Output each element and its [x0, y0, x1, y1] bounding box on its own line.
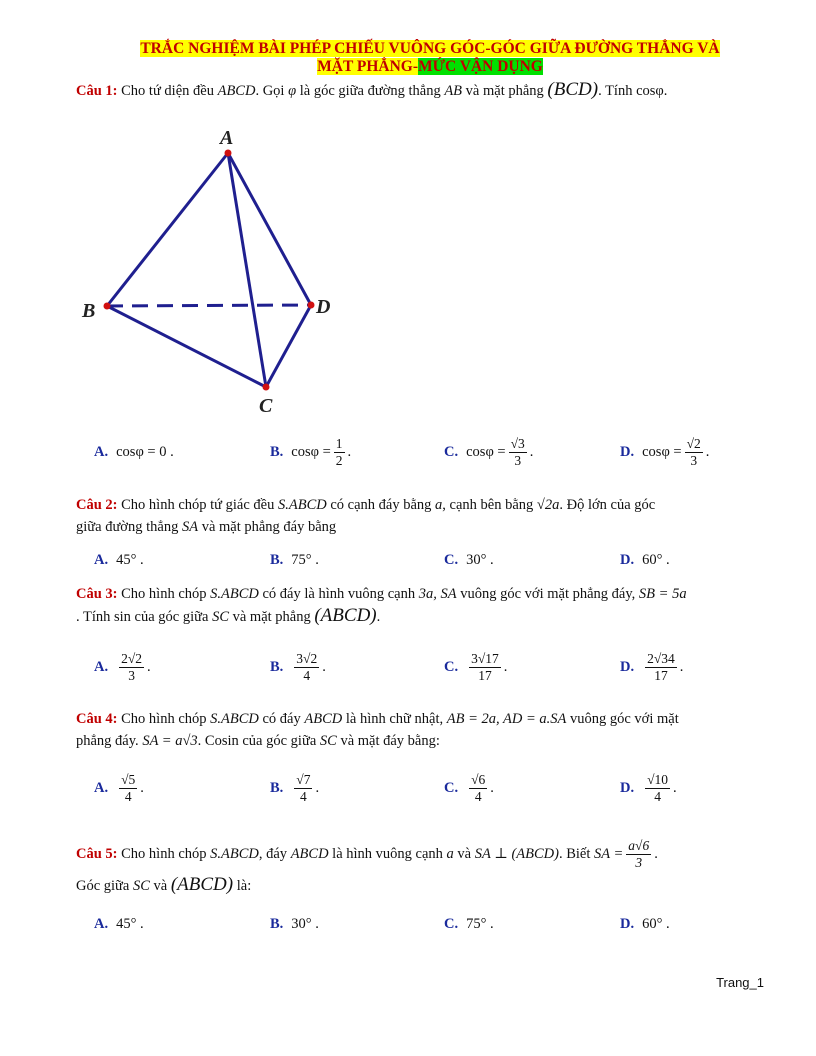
question-3: [76, 583, 766, 628]
math: cosφ: [636, 83, 664, 99]
question-text: . Gọi: [255, 83, 289, 99]
math: ABCD: [304, 711, 343, 727]
q4-option-d[interactable]: [620, 772, 677, 805]
option-label: B.: [270, 659, 284, 675]
option-label: D.: [620, 659, 635, 675]
option-label: C.: [444, 916, 459, 932]
q2-option-b[interactable]: [270, 552, 319, 569]
question-text: Cho tứ diện đều: [121, 83, 218, 99]
question-label: Câu 4:: [76, 711, 118, 727]
math: SA = a√3: [142, 733, 198, 749]
label-b: B: [82, 300, 96, 322]
denominator: 4: [124, 789, 132, 804]
option-label: C.: [444, 780, 459, 796]
q1-option-b[interactable]: [270, 436, 351, 469]
question-text: . Tính sin của góc giữa: [76, 609, 213, 625]
question-text: là hình vuông cạnh: [328, 845, 447, 862]
option-text: 60° .: [642, 552, 670, 568]
option-text: 30° .: [291, 916, 319, 932]
q1-option-c[interactable]: [444, 436, 533, 469]
math: ABCD: [290, 845, 329, 862]
math: AB: [444, 83, 463, 99]
question-5-line-2: [76, 874, 766, 897]
fraction: [509, 436, 527, 469]
question-text: , cạnh bên bằng: [442, 497, 537, 513]
numerator: 1: [335, 436, 343, 451]
fraction: [469, 651, 501, 684]
math: SA ⊥ (ABCD): [474, 845, 559, 862]
page-footer: Trang_1: [716, 975, 764, 990]
fraction: [645, 772, 670, 805]
question-text: . Cosin của góc giữa: [197, 733, 320, 749]
q3-option-b[interactable]: [270, 651, 326, 684]
denominator: 17: [654, 668, 668, 683]
option-label: C.: [444, 552, 459, 568]
question-text: Cho hình chóp: [121, 845, 211, 862]
numerator: √2: [686, 436, 701, 451]
question-text: , đáy: [258, 845, 291, 862]
question-text: là góc giữa đường thẳng: [296, 83, 445, 99]
option-text: .: [529, 444, 534, 460]
title-line-2a: MẶT PHẲNG-: [317, 58, 419, 75]
numerator: 2√2: [121, 651, 143, 666]
question-text: phẳng đáy.: [76, 733, 143, 749]
denominator: 4: [300, 789, 307, 804]
math: SB = 5a: [638, 586, 687, 602]
option-label: D.: [620, 780, 635, 796]
math: a: [446, 845, 454, 862]
denominator: 3: [635, 855, 643, 870]
math: SC: [319, 733, 337, 749]
question-text: Góc giữa: [76, 878, 133, 894]
q4-option-b[interactable]: [270, 772, 319, 805]
option-label: A.: [94, 916, 109, 932]
denominator: 4: [474, 789, 482, 804]
option-text: .: [705, 444, 710, 460]
option-label: B.: [270, 916, 284, 932]
q3-option-c[interactable]: [444, 651, 507, 684]
q3-option-a[interactable]: [94, 651, 151, 684]
option-label: A.: [94, 780, 109, 796]
q3-option-d[interactable]: [620, 651, 683, 684]
edge-cd: [266, 305, 311, 387]
fraction: [119, 772, 137, 805]
numerator: 2√34: [647, 651, 675, 666]
option-text: cosφ =: [291, 444, 331, 460]
math: (BCD): [547, 79, 599, 100]
q5-option-d[interactable]: [620, 916, 670, 933]
numerator: √3: [510, 436, 525, 451]
numerator: √10: [647, 772, 669, 787]
option-text: .: [140, 780, 144, 796]
question-text: Cho hình chóp: [121, 711, 211, 727]
option-text: .: [679, 659, 684, 675]
question-text: là hình chữ nhật,: [342, 711, 447, 727]
fraction: [469, 772, 487, 805]
question-text: và mặt đáy bằng:: [336, 733, 440, 749]
question-text: giữa đường thẳng: [76, 519, 182, 535]
q1-option-d[interactable]: [620, 436, 709, 469]
math: AB = 2a, AD = a.SA: [446, 711, 567, 727]
question-text: . Độ lớn của góc: [559, 497, 656, 513]
denominator: 17: [478, 668, 492, 683]
edge-bc: [107, 306, 266, 387]
q2-option-c[interactable]: [444, 552, 494, 569]
fraction: [645, 651, 677, 684]
fraction: [685, 436, 703, 469]
q2-option-d[interactable]: [620, 552, 670, 569]
title-line-2b: MỨC VẬN DỤNG: [418, 58, 543, 75]
question-text: Cho hình chóp: [121, 586, 211, 602]
option-text: 75° .: [466, 916, 494, 932]
math: (ABCD): [314, 605, 377, 626]
option-text: .: [490, 780, 494, 796]
question-text: và mặt phẳng đáy bằng: [198, 519, 337, 535]
numerator: 3√17: [471, 651, 499, 666]
question-text: .: [663, 83, 668, 99]
option-text: .: [673, 780, 677, 796]
question-text: Cho hình chóp tứ giác đều: [121, 497, 278, 513]
question-text: và mặt phẳng: [462, 83, 548, 99]
option-text: 60° .: [642, 916, 670, 932]
math: φ: [288, 83, 297, 99]
question-label: Câu 2:: [76, 497, 118, 513]
option-text: .: [147, 659, 151, 675]
numerator: √5: [121, 772, 136, 787]
denominator: 2: [335, 453, 343, 468]
vertex-b: [104, 303, 111, 310]
option-label: B.: [270, 552, 284, 568]
denominator: 4: [654, 789, 661, 804]
question-label: Câu 5:: [76, 845, 118, 862]
option-label: D.: [620, 552, 635, 568]
math: SA: [181, 519, 199, 535]
option-label: C.: [444, 659, 459, 675]
q5-option-c[interactable]: [444, 916, 494, 933]
numerator: √7: [296, 772, 311, 787]
option-text: 45° .: [116, 552, 144, 568]
label-a: A: [220, 127, 234, 149]
question-4: [76, 708, 766, 752]
fraction: [626, 838, 651, 871]
q4-option-a[interactable]: [94, 772, 144, 805]
option-label: B.: [270, 780, 284, 796]
option-text: 30° .: [466, 552, 494, 568]
vertex-a: [225, 150, 232, 157]
math: a: [435, 497, 443, 513]
option-text: 45° .: [116, 916, 144, 932]
denominator: 3: [128, 668, 135, 683]
option-label: B.: [270, 444, 284, 460]
question-label: Câu 1:: [76, 83, 118, 99]
question-text: .: [376, 609, 381, 625]
question-text: vuông góc với mặt phẳng đáy,: [456, 586, 639, 602]
vertex-d: [308, 302, 315, 309]
question-1: [76, 79, 766, 102]
option-label: A.: [94, 444, 109, 460]
math: SC: [212, 609, 229, 625]
numerator: 3√2: [296, 651, 318, 666]
q1-option-a[interactable]: [94, 444, 174, 461]
q5-option-a[interactable]: [94, 916, 144, 933]
denominator: 4: [303, 668, 311, 683]
math: S.ABCD: [277, 497, 327, 513]
option-text: cosφ = 0 .: [116, 444, 174, 460]
option-text: 75° .: [291, 552, 319, 568]
option-text: cosφ =: [642, 444, 682, 460]
option-label: D.: [620, 444, 635, 460]
option-label: C.: [444, 444, 459, 460]
question-text: và mặt phẳng: [228, 609, 315, 625]
label-c: C: [259, 395, 273, 417]
numerator: a√6: [628, 838, 650, 853]
option-label: A.: [94, 552, 109, 568]
fraction: [294, 772, 312, 805]
tetrahedron-figure: [70, 120, 350, 420]
question-text: vuông góc với mặt: [566, 711, 679, 727]
math: √2a: [536, 497, 560, 513]
math: 3a, SA: [418, 586, 457, 602]
fraction: [334, 436, 345, 469]
question-text: và: [453, 845, 475, 862]
option-text: .: [315, 780, 320, 796]
edge-bd-hidden: [107, 305, 311, 306]
option-text: .: [347, 444, 352, 460]
math: SC: [132, 878, 150, 894]
question-label: Câu 3:: [76, 586, 118, 602]
math: S.ABCD: [210, 845, 259, 862]
q4-option-c[interactable]: [444, 772, 494, 805]
question-text: có đáy là hình vuông cạnh: [258, 586, 419, 602]
question-5: Câu 5: Cho hình chóp S.ABCD, đáy ABCD là hình vuông cạnh a và SA ⊥ (ABCD). Biết SA = $\frac{a√6}{3}$ .: [76, 838, 658, 870]
fraction: [294, 651, 319, 684]
numerator: √6: [471, 772, 486, 787]
math: SA =: [594, 845, 624, 862]
question-2: [76, 494, 766, 538]
q5-option-b[interactable]: [270, 916, 319, 933]
title-line-1: TRẮC NGHIỆM BÀI PHÉP CHIẾU VUÔNG GÓC-GÓC GIỮA ĐƯỜNG THẲNG VÀ: [140, 40, 720, 57]
math: S.ABCD: [210, 586, 259, 602]
option-text: .: [322, 659, 326, 675]
q2-option-a[interactable]: [94, 552, 144, 569]
question-text: . Biết: [558, 845, 595, 862]
option-label: A.: [94, 659, 109, 675]
question-text: là:: [233, 878, 252, 894]
denominator: 3: [514, 453, 522, 468]
edge-ab: [107, 153, 228, 306]
math: S.ABCD: [210, 711, 259, 727]
option-label: D.: [620, 916, 635, 932]
vertex-c: [263, 384, 270, 391]
question-text: và: [149, 878, 171, 894]
denominator: 3: [690, 453, 698, 468]
label-d: D: [316, 296, 331, 318]
question-text: . Tính: [598, 83, 637, 99]
question-text: có đáy: [258, 711, 305, 727]
math: (ABCD): [170, 874, 234, 895]
fraction: [119, 651, 144, 684]
option-text: cosφ =: [466, 444, 506, 460]
document-title: [60, 40, 800, 76]
math: ABCD: [217, 83, 256, 99]
option-text: .: [503, 659, 508, 675]
question-text: có cạnh đáy bằng: [326, 497, 436, 513]
